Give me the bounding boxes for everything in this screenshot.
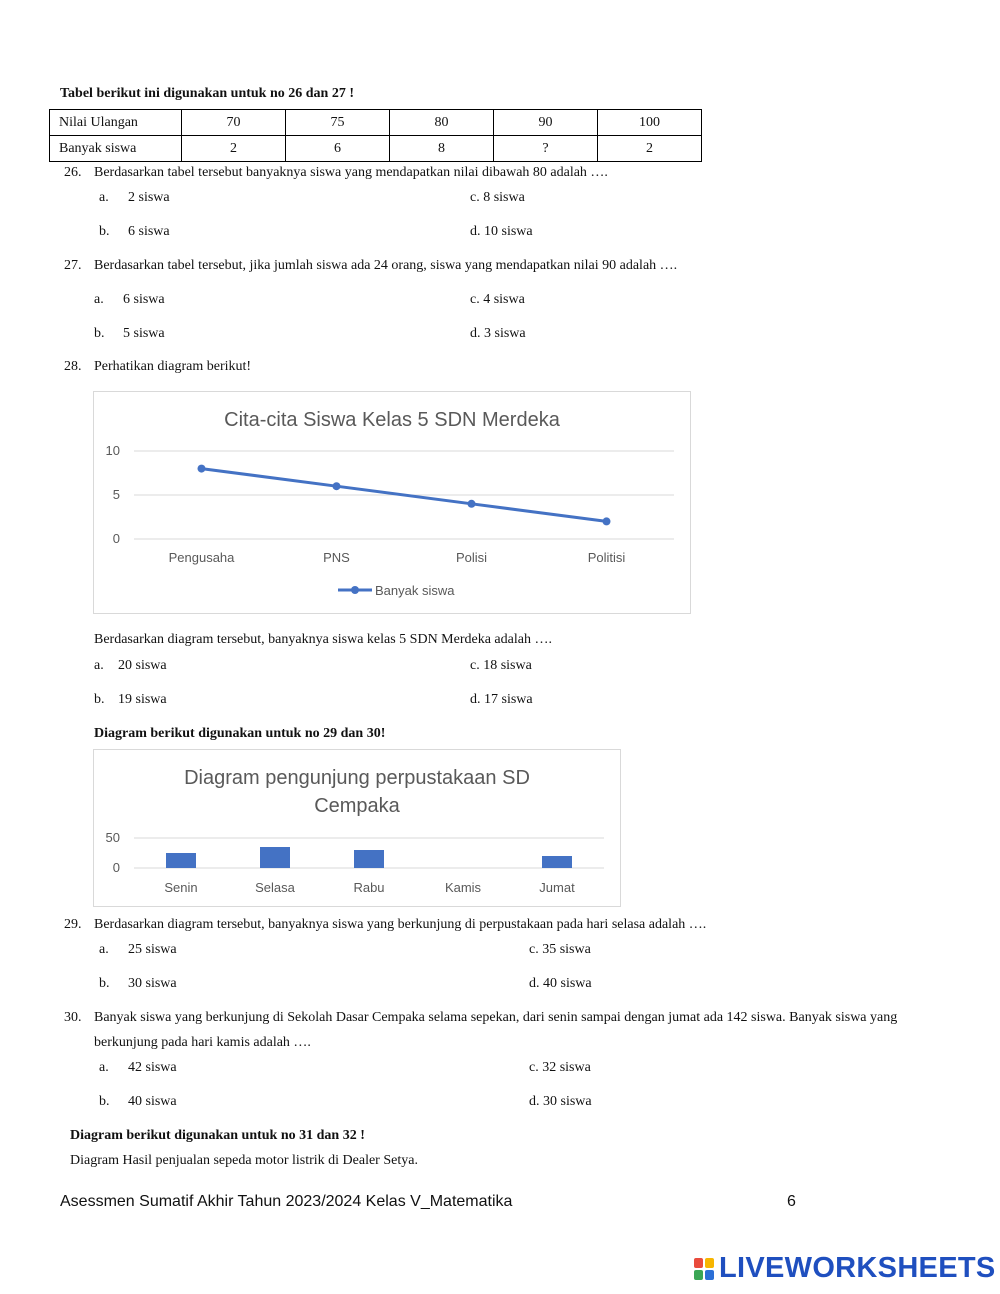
bar bbox=[166, 853, 196, 868]
question-28-text: Perhatikan diagram berikut! bbox=[94, 359, 252, 374]
data-point bbox=[603, 517, 611, 525]
option-letter: a. bbox=[94, 658, 104, 673]
table-row bbox=[50, 110, 702, 136]
liveworksheets-logo bbox=[693, 1252, 996, 1285]
page-footer: Asessmen Sumatif Akhir Tahun 2023/2024 Kelas V_Matematika bbox=[60, 1193, 513, 1210]
bar bbox=[260, 847, 290, 868]
y-tick-label: 50 bbox=[105, 830, 120, 845]
option-b[interactable]: 6 siswa bbox=[128, 224, 170, 239]
table-cell: 6 bbox=[286, 136, 390, 162]
data-point bbox=[468, 500, 476, 508]
x-tick-label: Polisi bbox=[455, 550, 488, 565]
logo-square-icon bbox=[705, 1258, 714, 1268]
option-b[interactable]: 40 siswa bbox=[128, 1094, 177, 1109]
option-letter: a. bbox=[94, 292, 104, 307]
question-number: 28. bbox=[64, 359, 82, 374]
option-d[interactable]: d. 10 siswa bbox=[470, 224, 533, 239]
table-cell: 2 bbox=[182, 136, 286, 162]
score-table bbox=[49, 109, 702, 162]
x-tick-label: Pengusaha bbox=[168, 550, 235, 565]
option-b[interactable]: 5 siswa bbox=[123, 326, 165, 341]
table-cell: Nilai Ulangan bbox=[50, 110, 182, 136]
table-cell: 70 bbox=[182, 110, 286, 136]
table-cell: 8 bbox=[390, 136, 494, 162]
logo-square-icon bbox=[694, 1258, 703, 1268]
table-cell: Banyak siswa bbox=[50, 136, 182, 162]
option-letter: b. bbox=[94, 326, 105, 341]
y-tick-label: 0 bbox=[112, 531, 120, 546]
bar-chart bbox=[93, 749, 621, 907]
bar bbox=[354, 850, 384, 868]
option-a[interactable]: 25 siswa bbox=[128, 942, 177, 957]
option-letter: a. bbox=[99, 942, 109, 957]
line-chart bbox=[93, 391, 691, 614]
option-a[interactable]: 42 siswa bbox=[128, 1060, 177, 1075]
option-d[interactable]: d. 17 siswa bbox=[470, 692, 533, 707]
option-letter: b. bbox=[94, 692, 105, 707]
x-tick-label: PNS bbox=[323, 550, 350, 565]
option-c[interactable]: c. 18 siswa bbox=[470, 658, 532, 673]
question-27-text: Berdasarkan tabel tersebut, jika jumlah siswa ada 24 orang, siswa yang mendapatkan nilai 90 adalah …. bbox=[94, 258, 678, 273]
logo-square-icon bbox=[694, 1270, 703, 1280]
chart-title-line: Cempaka bbox=[314, 795, 400, 817]
option-letter: b. bbox=[99, 224, 110, 239]
chart-title-line: Diagram pengunjung perpustakaan SD bbox=[184, 767, 530, 789]
question-29-text: Berdasarkan diagram tersebut, banyaknya siswa yang berkunjung di perpustakaan pada hari selasa adalah …. bbox=[94, 917, 707, 932]
question-number: 27. bbox=[64, 258, 82, 273]
logo-square-icon bbox=[705, 1270, 714, 1280]
data-point bbox=[333, 482, 341, 490]
question-number: 26. bbox=[64, 165, 82, 180]
table-cell: 90 bbox=[494, 110, 598, 136]
legend-label: Banyak siswa bbox=[375, 583, 455, 598]
table-cell: ? bbox=[494, 136, 598, 162]
table-cell: 80 bbox=[390, 110, 494, 136]
x-tick-label: Politisi bbox=[587, 550, 626, 565]
diagram-intro: Diagram berikut digunakan untuk no 29 dan 30! bbox=[94, 726, 386, 741]
logo-text: LIVEWORKSHEETS bbox=[719, 1252, 996, 1284]
option-letter: a. bbox=[99, 1060, 109, 1075]
option-letter: b. bbox=[99, 1094, 110, 1109]
table-cell: 75 bbox=[286, 110, 390, 136]
bar bbox=[542, 856, 572, 868]
option-letter: a. bbox=[99, 190, 109, 205]
option-b[interactable]: 19 siswa bbox=[118, 692, 167, 707]
option-c[interactable]: c. 35 siswa bbox=[529, 942, 591, 957]
table-cell: 2 bbox=[598, 136, 702, 162]
question-26-text: Berdasarkan tabel tersebut banyaknya siswa yang mendapatkan nilai dibawah 80 adalah …. bbox=[94, 165, 608, 180]
x-tick-label: Kamis bbox=[444, 880, 482, 895]
option-a[interactable]: 2 siswa bbox=[128, 190, 170, 205]
bar-chart-svg bbox=[94, 750, 620, 906]
option-a[interactable]: 6 siswa bbox=[123, 292, 165, 307]
option-d[interactable]: d. 3 siswa bbox=[470, 326, 526, 341]
x-tick-label: Selasa bbox=[255, 880, 295, 895]
data-point bbox=[198, 465, 206, 473]
option-a[interactable]: 20 siswa bbox=[118, 658, 167, 673]
option-c[interactable]: c. 32 siswa bbox=[529, 1060, 591, 1075]
chart-title: Cita-cita Siswa Kelas 5 SDN Merdeka bbox=[224, 409, 560, 431]
question-number: 29. bbox=[64, 917, 82, 932]
option-c[interactable]: c. 8 siswa bbox=[470, 190, 525, 205]
diagram-intro: Diagram berikut digunakan untuk no 31 dan 32 ! bbox=[70, 1128, 365, 1143]
option-letter: b. bbox=[99, 976, 110, 991]
page-number: 6 bbox=[787, 1193, 796, 1210]
x-tick-label: Rabu bbox=[353, 880, 385, 895]
x-tick-label: Jumat bbox=[539, 880, 575, 895]
y-tick-label: 10 bbox=[105, 443, 120, 458]
option-c[interactable]: c. 4 siswa bbox=[470, 292, 525, 307]
legend-marker bbox=[351, 586, 359, 594]
question-number: 30. bbox=[64, 1010, 82, 1025]
y-tick-label: 5 bbox=[112, 487, 120, 502]
table-row bbox=[50, 136, 702, 162]
option-d[interactable]: d. 40 siswa bbox=[529, 976, 592, 991]
table-cell: 100 bbox=[598, 110, 702, 136]
option-b[interactable]: 30 siswa bbox=[128, 976, 177, 991]
question-30-text: Banyak siswa yang berkunjung di Sekolah Dasar Cempaka selama sepekan, dari senin sampai dengan jumat ada 142 siswa. Banyak siswa yang bbox=[94, 1010, 898, 1025]
option-d[interactable]: d. 30 siswa bbox=[529, 1094, 592, 1109]
question-30-text-cont: berkunjung pada hari kamis adalah …. bbox=[94, 1035, 311, 1050]
question-28-followup: Berdasarkan diagram tersebut, banyaknya siswa kelas 5 SDN Merdeka adalah …. bbox=[94, 632, 552, 647]
logo-mark-icon bbox=[693, 1257, 715, 1281]
x-tick-label: Senin bbox=[164, 880, 198, 895]
line-chart-svg bbox=[94, 392, 690, 613]
table-intro: Tabel berikut ini digunakan untuk no 26 dan 27 ! bbox=[60, 86, 354, 101]
diagram-caption: Diagram Hasil penjualan sepeda motor listrik di Dealer Setya. bbox=[70, 1153, 418, 1168]
y-tick-label: 0 bbox=[112, 860, 120, 875]
